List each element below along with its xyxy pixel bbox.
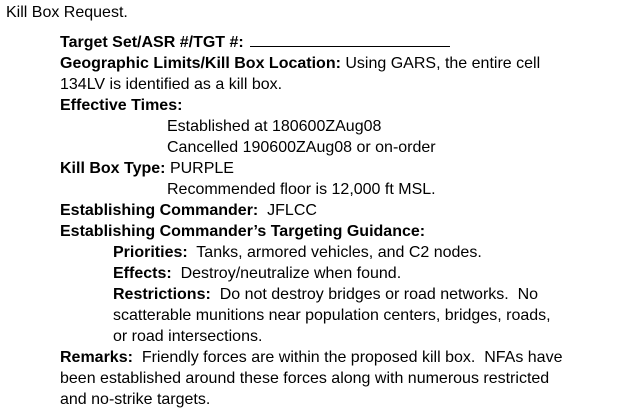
establishing-commander-line	[60, 200, 317, 221]
restrictions-label: Restrictions:	[113, 286, 211, 303]
recommended-floor: Recommended floor is 12,000 ft MSL.	[167, 181, 436, 198]
restrictions-value: Do not destroy bridges or road networks. No	[210, 286, 539, 303]
target-set-line	[60, 32, 450, 53]
document-title: Kill Box Request.	[6, 4, 128, 21]
geo-limits-label: Geographic Limits/Kill Box Location:	[60, 55, 341, 72]
remarks-line	[60, 347, 562, 368]
restrictions-value-cont: scatterable munitions near population centers, bridges, roads,	[113, 307, 551, 324]
kill-box-type-value: PURPLE	[165, 160, 234, 177]
restrictions-value-end: or road intersections.	[113, 328, 263, 345]
target-set-label: Target Set/ASR #/TGT #:	[60, 34, 244, 51]
establishing-commander-value: JFLCC	[258, 202, 317, 219]
priorities-value: Tanks, armored vehicles, and C2 nodes.	[187, 244, 482, 261]
remarks-text: Friendly forces are within the proposed kill box. NFAs have	[132, 349, 563, 366]
geo-limits-text-cont: 134LV is identified as a kill box.	[60, 76, 283, 93]
remarks-text-end: and no-strike targets.	[60, 391, 211, 408]
geo-limits-line	[60, 53, 540, 74]
remarks-text-cont: been established around these forces along with numerous restricted	[60, 370, 550, 387]
effects-label: Effects:	[113, 265, 172, 282]
cancelled-time: Cancelled 190600ZAug08 or on-order	[167, 139, 436, 156]
targeting-guidance-label: Establishing Commander’s Targeting Guidance:	[60, 223, 426, 240]
effects-line	[113, 263, 401, 284]
restrictions-line	[113, 284, 538, 305]
kill-box-type-line	[60, 158, 234, 179]
effective-times-label: Effective Times:	[60, 97, 183, 114]
kill-box-type-label: Kill Box Type:	[60, 160, 166, 177]
establishing-commander-label: Establishing Commander:	[60, 202, 259, 219]
established-time: Established at 180600ZAug08	[167, 118, 382, 135]
effects-value: Destroy/neutralize when found.	[171, 265, 402, 282]
priorities-label: Priorities:	[113, 244, 188, 261]
priorities-line	[113, 242, 482, 263]
geo-limits-text: Using GARS, the entire cell	[340, 55, 541, 72]
remarks-label: Remarks:	[60, 349, 133, 366]
target-set-blank	[250, 32, 450, 47]
